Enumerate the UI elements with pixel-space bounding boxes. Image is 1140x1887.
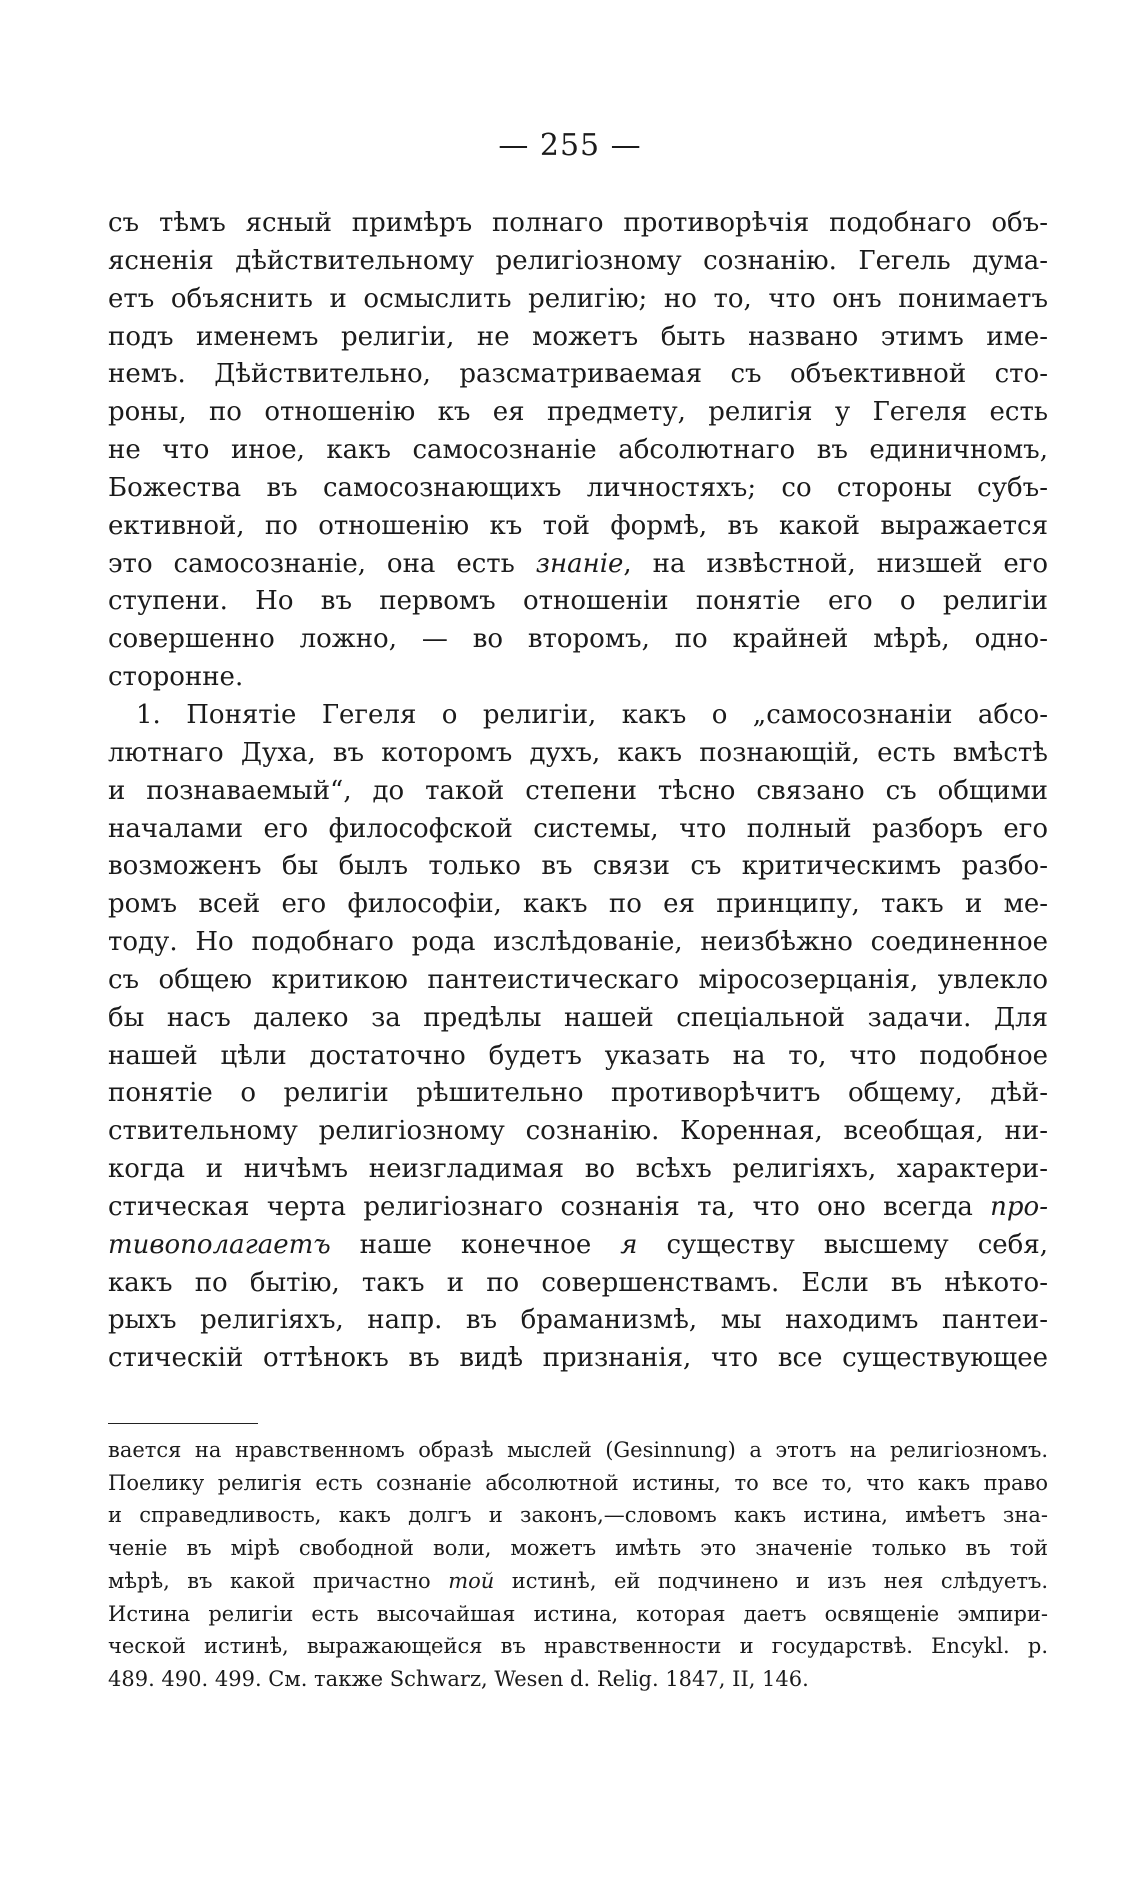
footnote-line: 489. 490. 499. См. также Schwarz, Wesen d. Relig. 1847, II, 146. <box>108 1666 809 1691</box>
footnote-line: ченіе въ мірѣ свободной воли, можетъ имѣть это значеніе только въ той <box>108 1536 1048 1561</box>
footnote-line: и справедливость, какъ долгъ и законъ,—словомъ какъ истина, имѣетъ зна- <box>108 1503 1048 1528</box>
body-text-line: ступени. Но въ первомъ отношеніи понятіе его о религіи <box>108 586 1048 617</box>
footnote-line: вается на нравственномъ образѣ мыслей (Gesinnung) а этотъ на религіозномъ. <box>108 1438 1048 1462</box>
footnote-line: ческой истинѣ, выражающейся въ нравственности и государствѣ. Encykl. p. <box>108 1634 1048 1659</box>
body-text-line: подъ именемъ религіи, не можетъ быть названо этимъ име- <box>108 321 1048 352</box>
body-text-line: етъ объяснить и осмыслить религію; но то, что онъ понимаетъ <box>108 283 1048 314</box>
body-text-line <box>108 546 1048 584</box>
footnote-line <box>108 1565 1048 1598</box>
text-run: , на извѣстной, низшей его <box>623 548 1048 579</box>
text-run: наше конечное <box>330 1229 621 1260</box>
text-run: стическая черта религіознаго сознанія та, что оно всегда <box>108 1191 991 1222</box>
body-text-line: съ тѣмъ ясный примѣръ полнаго противорѣчія подобнаго объ- <box>108 208 1048 238</box>
main-text <box>108 205 1048 1378</box>
body-text-line: 1. Понятіе Гегеля о религіи, какъ о „самосознаніи абсо- <box>136 699 1048 730</box>
body-text-line: бы насъ далеко за предѣлы нашей спеціальной задачи. Для <box>108 1002 1048 1033</box>
body-text-line: ективной, по отношенію къ той формѣ, въ какой выражается <box>108 510 1048 541</box>
body-text-line: немъ. Дѣйствительно, разсматриваемая съ объективной сто- <box>108 359 1048 390</box>
body-text-line: рыхъ религіяхъ, напр. въ браманизмѣ, мы находимъ пантеи- <box>108 1305 1048 1336</box>
emphasized-word: я <box>620 1229 638 1260</box>
text-run: это самосознаніе, она есть <box>108 548 536 579</box>
body-text-line: съ общею критикою пантеистическаго міросозерцанія, увлекло <box>108 964 1048 995</box>
body-text-line: роны, по отношенію къ ея предмету, религія у Гегеля есть <box>108 397 1048 428</box>
footnote-text <box>108 1434 1048 1696</box>
text-run: существу высшему себя, <box>637 1229 1048 1260</box>
emphasized-word: той <box>448 1568 495 1593</box>
body-text-line: ромъ всей его философіи, какъ по ея принципу, такъ и ме- <box>108 889 1048 920</box>
text-run: истинѣ, ей подчинено и изъ нея слѣдуетъ. <box>494 1568 1048 1593</box>
body-text-line: и познаваемый“, до такой степени тѣсно связано съ общими <box>108 775 1048 806</box>
body-text-line: лютнаго Духа, въ которомъ духъ, какъ познающій, есть вмѣстѣ <box>108 737 1048 768</box>
body-text-line <box>108 1227 1048 1265</box>
footnote-line: Истина религіи есть высочайшая истина, которая даетъ освященіе эмпири- <box>108 1601 1048 1626</box>
body-text-line: когда и ничѣмъ неизгладимая во всѣхъ религіяхъ, характери- <box>108 1154 1048 1185</box>
body-text-line: началами его философской системы, что полный разборъ его <box>108 813 1048 844</box>
body-text-line: Божества въ самосознающихъ личностяхъ; со стороны субъ- <box>108 472 1048 503</box>
body-text-line: стическій оттѣнокъ въ видѣ признанія, что все существующее <box>108 1343 1048 1374</box>
page-number: — 255 — <box>498 128 642 163</box>
body-text-line: нашей цѣли достаточно будетъ указать на то, что подобное <box>108 1040 1048 1071</box>
footnote-separator <box>108 1423 258 1424</box>
emphasized-word: тивополагаетъ <box>108 1229 331 1260</box>
body-text-line: тоду. Но подобнаго рода изслѣдованіе, неизбѣжно соединенное <box>108 927 1048 958</box>
body-text-line: понятіе о религіи рѣшительно противорѣчитъ общему, дѣй- <box>108 1078 1048 1109</box>
body-text-line: совершенно ложно, — во второмъ, по крайней мѣрѣ, одно- <box>108 624 1048 655</box>
body-text-line: не что иное, какъ самосознаніе абсолютнаго въ единичномъ, <box>108 435 1048 466</box>
body-text-line: ясненія дѣйствительному религіозному сознанію. Гегель дума- <box>108 245 1048 276</box>
emphasized-word: знаніе <box>535 548 624 579</box>
body-text-line <box>108 1189 1048 1227</box>
body-text-line: сторонне. <box>108 662 244 693</box>
emphasized-word: про- <box>990 1191 1048 1222</box>
body-text-line: ствительному религіозному сознанію. Коренная, всеобщая, ни- <box>108 1116 1048 1147</box>
footnote-line: Поелику религія есть сознаніе абсолютной истины, то все то, что какъ право <box>108 1470 1048 1495</box>
text-run: мѣрѣ, въ какой причастно <box>108 1568 449 1593</box>
body-text-line: какъ по бытію, такъ и по совершенствамъ. Если въ нѣкото- <box>108 1267 1048 1298</box>
body-text-line: возможенъ бы былъ только въ связи съ критическимъ разбо- <box>108 851 1048 882</box>
